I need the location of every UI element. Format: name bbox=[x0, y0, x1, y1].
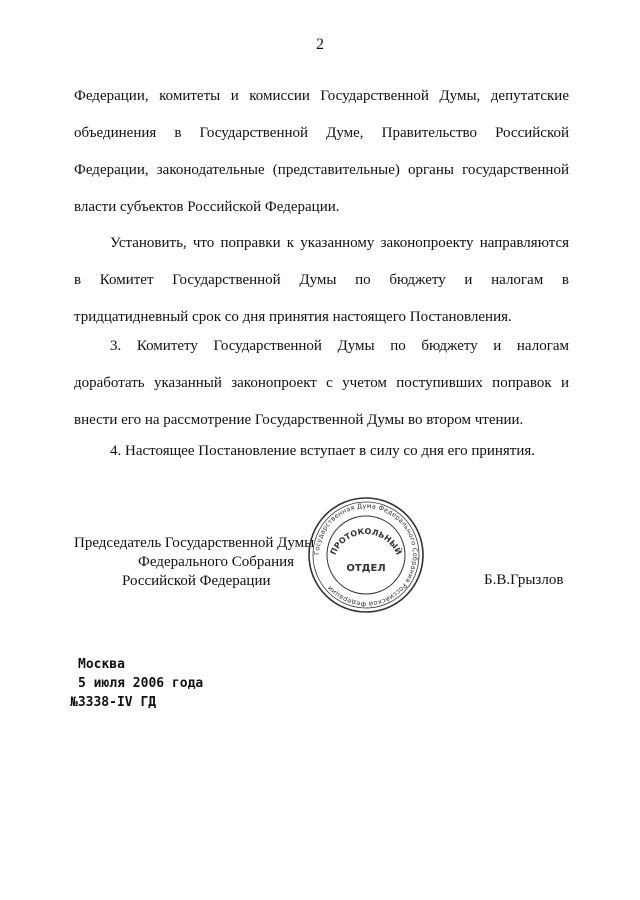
stamp-inner-top: ПРОТОКОЛЬНЫЙ bbox=[328, 526, 404, 557]
text-line: 3. Комитету Государственной Думы по бюджету и налогам bbox=[110, 338, 569, 354]
paragraph-4 bbox=[74, 433, 569, 470]
text-line: Установить, что поправки к указанному законопроекту направляются bbox=[110, 235, 569, 251]
text-line: Федерации, комитеты и комиссии Государственной Думы, депутатские bbox=[74, 88, 569, 104]
text-line: доработать указанный законопроект с учетом поступивших поправок и bbox=[74, 375, 569, 391]
paragraph-3 bbox=[74, 328, 569, 439]
city: Москва bbox=[78, 657, 125, 672]
svg-text:Государственная Дума Федеральн bbox=[313, 502, 419, 608]
signatory-name: Б.В.Грызлов bbox=[484, 572, 564, 588]
paragraph-1 bbox=[74, 78, 569, 226]
text-line: 4. Настоящее Постановление вступает в силу со дня его принятия. bbox=[110, 443, 536, 459]
text-line: объединения в Государственной Думе, Правительство Российской bbox=[74, 125, 569, 141]
date: 5 июля 2006 года bbox=[78, 676, 204, 691]
signatory-title-line: Председатель Государственной Думы bbox=[74, 535, 315, 551]
official-stamp-icon bbox=[306, 495, 426, 615]
text-line: тридцатидневный срок со дня принятия настоящего Постановления. bbox=[74, 309, 512, 325]
document-footer bbox=[70, 655, 203, 712]
text-line: Федерации, законодательные (представительные) органы государственной bbox=[74, 162, 569, 178]
document-number: №3338-IV ГД bbox=[70, 695, 157, 710]
text-line: в Комитет Государственной Думы по бюджету и налогам в bbox=[74, 272, 569, 288]
stamp-outer-text: Государственная Дума Федерального Собрания Российской Федерации bbox=[312, 501, 420, 609]
paragraph-2 bbox=[74, 225, 569, 336]
signatory-title-line: Российской Федерации bbox=[122, 573, 271, 589]
text-line: власти субъектов Российской Федерации. bbox=[74, 199, 340, 215]
svg-text:ПРОТОКОЛЬНЫЙ bbox=[329, 527, 405, 556]
stamp-inner-bottom: ОТДЕЛ bbox=[346, 563, 386, 574]
text-line: внести его на рассмотрение Государственной Думы во втором чтении. bbox=[74, 412, 524, 428]
page-number: 2 bbox=[316, 36, 324, 53]
signatory-title-line: Федерального Собрания bbox=[138, 554, 295, 570]
